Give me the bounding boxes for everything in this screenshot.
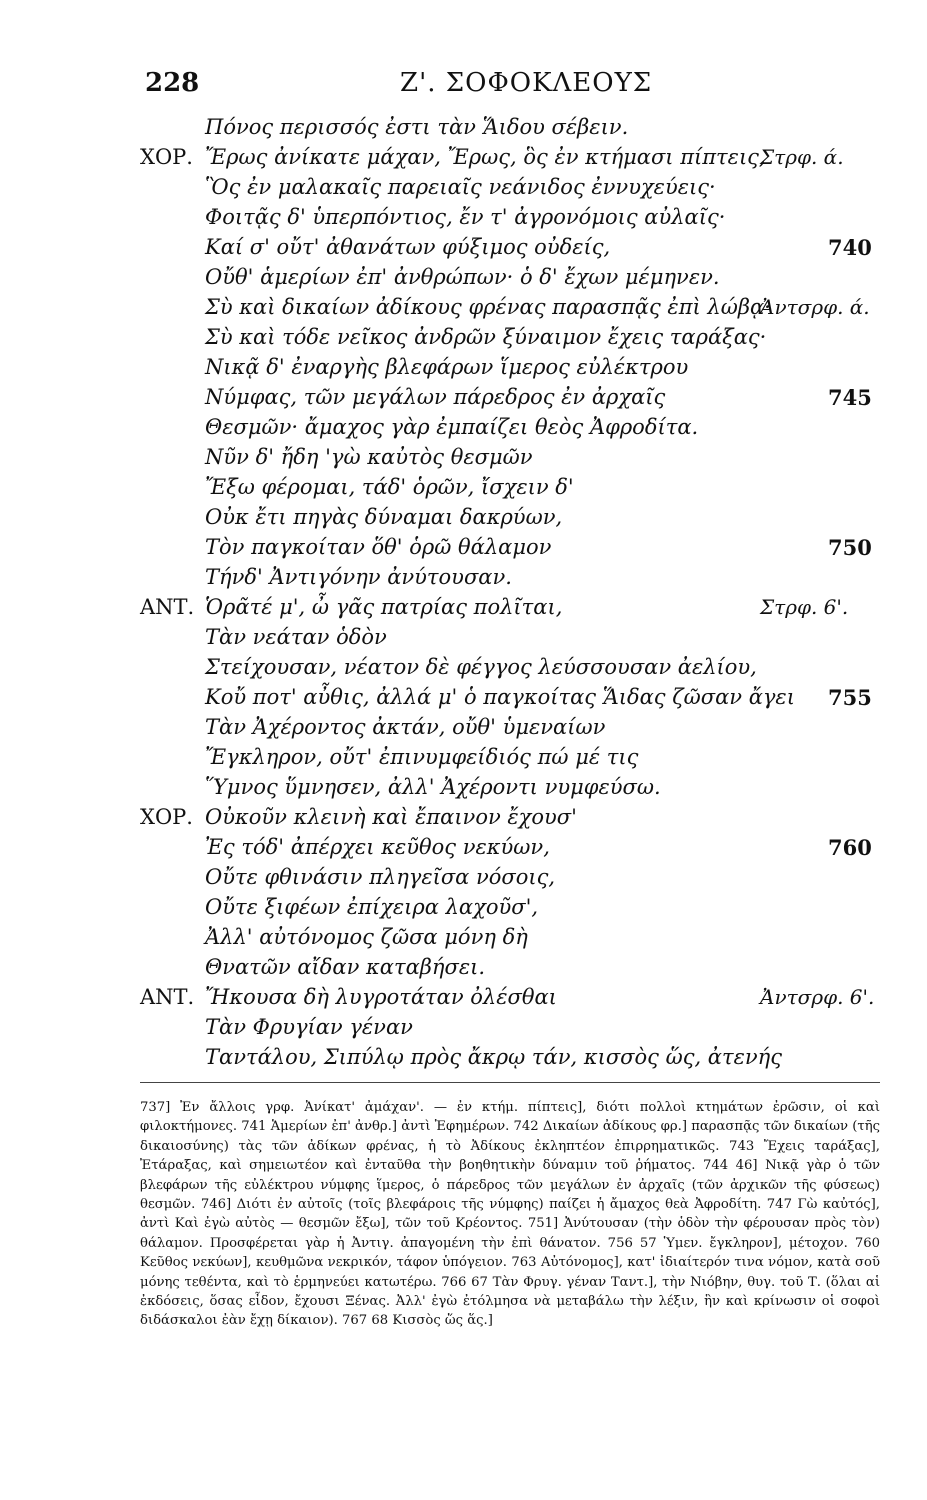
footnote-rule [140,1082,880,1083]
strophe-marker: Στρφ. 6'. [760,595,849,619]
verse-line [0,265,927,295]
line-number: 750 [828,535,872,560]
verse-text: Νύμφας, τῶν μεγάλων πάρεδρος ἐν ἀρχαῖς [205,385,666,409]
verse-line [0,715,927,745]
verse-line [0,115,927,145]
verse-text: Ὁρᾶτέ μ', ὦ γᾶς πατρίας πολῖται, [205,595,563,619]
verse-line [0,505,927,535]
verse-line [0,415,927,445]
verse-text: Σὺ καὶ δικαίων ἀδίκους φρένας παρασπᾷς ἐπὶ λώβᾳ· [205,295,771,319]
speaker-label: ΧΟΡ. [140,805,193,829]
verse-line [0,355,927,385]
verse-text: Σὺ καὶ τόδε νεῖκος ἀνδρῶν ξύναιμον ἔχεις ταράξας· [205,325,767,349]
page-number: 228 [145,68,200,98]
verse-line [0,235,927,265]
verse-line [0,595,927,625]
speaker-label: ΑΝΤ. [140,985,195,1009]
verse-line [0,835,927,865]
line-number: 755 [828,685,872,710]
verse-line [0,895,927,925]
footnotes: 737] Ἐν ἄλλοις γρφ. Ἀνίκατ' ἀμάχαν'. — ἐν κτήμ. πίπτεις], διότι πολλοὶ κτημάτων ἐρῶσιν, οἱ καὶ φιλοκτήμονες. 741 Ἁμερίων ἐπ' ἀνθρ.] ἀντὶ Ἐφημέρων. 742 Δικαίων ἀδίκους φρ.] παρασπᾷς τῶν δικαίων (τῆς δικαιοσύνης) τὰς τῶν ἀδίκων φρένας, ἡ τὸ Ἀδίκους ἐκληπτέον ἐπιρρηματικῶς. 743 Ἔχεις ταράξας], Ἐτάραξας, καὶ σημειωτέον καὶ ἐνταῦθα τὴν βοηθητικὴν δύναμιν τοῦ ῥήματος. 744 46] Νικᾷ γὰρ ὁ τῶν βλεφάρων τῆς εὐλέκτρου νύμφης ἵμερος, ὁ πάρεδρος τῶν μεγάλων ἐν ἀρχαῖς (τῶν ἀρχικῶν τῆς φύσεως) θεσμῶν. 746] Διότι ἐν αὐτοῖς (τοῖς βλεφάροις τῆς νύμφης) παίζει ἡ ἄμαχος θεὰ Ἀφροδίτη. 747 Γὼ καὐτός], ἀντὶ Καὶ ἐγὼ αὐτὸς — θεσμῶν ἔξω], τῶν τοῦ Κρέοντος. 751] Ἀνύτουσαν (τὴν ὁδὸν τὴν φέρουσαν πρὸς τὸν) θάλαμον. Προσφέρεται γὰρ ἡ Ἀντιγ. ἀπαγομένη τὴν ἐπὶ θάνατον. 756 57 Ὑμεν. ἔγκληρον], μέτοχον. 760 Κεῦθος νεκύων], κευθμῶνα νεκρικόν, τάφον ὑπόγειον. 763 Αὐτόνομος], κατ' ἰδιαίτερόν τινα νόμον, κατὰ σοῦ μόνης τεθέντα, καὶ τὸ ἑρμηνεύει κατωτέρω. 766 67 Τὰν Φρυγ. γέναν Ταντ.], τὴν Νιόβην, θυγ. τοῦ Τ. (ὅλαι αἱ ἐκδόσεις, ὅσας εἶδον, ἔχουσι Ξένας. Ἀλλ' ἐγὼ ἐτόλμησα νὰ μεταβάλω τὴν λέξιν, ἣν καὶ κρίνωσιν οἱ σοφοὶ διδάσκαλοι ἐὰν ἔχῃ δίκαιον). 767 68 Κισσὸς ὥς ἅς.] [140,1100,880,1329]
verse-text: Οὔτε φθινάσιν πληγεῖσα νόσοις, [205,865,556,889]
verse-text: Τὸν παγκοίταν ὅθ' ὁρῶ θάλαμον [205,535,552,559]
verse-text: Τὰν νεάταν ὁδὸν [205,625,387,649]
verse-text: Τὰν Ἀχέροντος ἀκτάν, οὔθ' ὑμεναίων [205,715,606,739]
verse-line [0,475,927,505]
verse-line [0,655,927,685]
strophe-marker: Ἀντσρφ. ά. [760,295,870,319]
verse-line [0,385,927,415]
verse-text: Οὐκ ἔτι πηγὰς δύναμαι δακρύων, [205,505,563,529]
verse-text: Νικᾷ δ' ἐναργὴς βλεφάρων ἵμερος εὐλέκτρου [205,355,689,379]
verse-text: Καί σ' οὔτ' ἀθανάτων φύξιμος οὐδείς, [205,235,611,259]
verse-text: Ἔξω φέρομαι, τάδ' ὁρῶν, ἴσχειν δ' [205,475,574,499]
verse-text: Οὐκοῦν κλεινὴ καὶ ἔπαινον ἔχουσ' [205,805,577,829]
line-number: 745 [828,385,872,410]
verse-line [0,775,927,805]
verse-line [0,1045,927,1075]
line-number: 740 [828,235,872,260]
verse-line [0,865,927,895]
strophe-marker: Στρφ. ά. [760,145,844,169]
verse-line [0,205,927,235]
verse-text: Ἔρως ἀνίκατε μάχαν, Ἔρως, ὃς ἐν κτήμασι πίπτεις, [205,145,766,169]
speaker-label: ΑΝΤ. [140,595,195,619]
verse-line [0,145,927,175]
verse-line [0,625,927,655]
verse-text: Κοὔ ποτ' αὖθις, ἀλλά μ' ὁ παγκοίτας Ἅιδας ζῶσαν ἄγει [205,685,795,709]
verse-line [0,955,927,985]
running-head: Ζ'. ΣΟΦΟΚΛΕΟΥΣ [400,68,653,98]
verse-line [0,325,927,355]
verse-text: Ταντάλου, Σιπύλῳ πρὸς ἄκρῳ τάν, κισσὸς ὥς, ἀτενής [205,1045,782,1069]
verse-text: Οὔθ' ἁμερίων ἐπ' ἀνθρώπων· ὁ δ' ἔχων μέμηνεν. [205,265,720,289]
verse-text: Θεσμῶν· ἄμαχος γὰρ ἐμπαίζει θεὸς Ἀφροδίτα. [205,415,699,439]
verse-text: Ἤκουσα δὴ λυγροτάταν ὀλέσθαι [205,985,557,1009]
verse-text: Θνατῶν αἴδαν καταβήσει. [205,955,486,979]
line-number: 760 [828,835,872,860]
verse-line [0,1015,927,1045]
verse-line [0,535,927,565]
verse-text: Ἀλλ' αὐτόνομος ζῶσα μόνη δὴ [205,925,528,949]
verse-text: Τήνδ' Ἀντιγόνην ἀνύτουσαν. [205,565,512,589]
page-header [140,68,880,108]
verse-text: Ὃς ἐν μαλακαῖς παρειαῖς νεάνιδος ἐννυχεύεις· [205,175,716,199]
verse-line [0,295,927,325]
verse-line [0,445,927,475]
speaker-label: ΧΟΡ. [140,145,193,169]
verse-text: Νῦν δ' ἤδη 'γὼ καὐτὸς θεσμῶν [205,445,533,469]
strophe-marker: Ἀντσρφ. 6'. [760,985,875,1009]
verse-line [0,685,927,715]
verse-line [0,175,927,205]
verse-text: Ἐς τόδ' ἀπέρχει κεῦθος νεκύων, [205,835,550,859]
verse-line [0,925,927,955]
verse-text: Πόνος περισσός ἐστι τὰν Ἅιδου σέβειν. [205,115,629,139]
verse-text: Φοιτᾷς δ' ὑπερπόντιος, ἔν τ' ἀγρονόμοις αὐλαῖς· [205,205,726,229]
verse-line [0,985,927,1015]
verse-text: Ἔγκληρον, οὔτ' ἐπινυμφείδιός πώ μέ τις [205,745,639,769]
verse-text: Οὔτε ξιφέων ἐπίχειρα λαχοῦσ', [205,895,539,919]
verse-line [0,565,927,595]
verse-line [0,805,927,835]
verse-text: Στείχουσαν, νέατον δὲ φέγγος λεύσσουσαν ἀελίου, [205,655,757,679]
verse-text: Ὕμνος ὕμνησεν, ἀλλ' Ἀχέροντι νυμφεύσω. [205,775,661,799]
verse-text: Τὰν Φρυγίαν γέναν [205,1015,413,1039]
verse-line [0,745,927,775]
